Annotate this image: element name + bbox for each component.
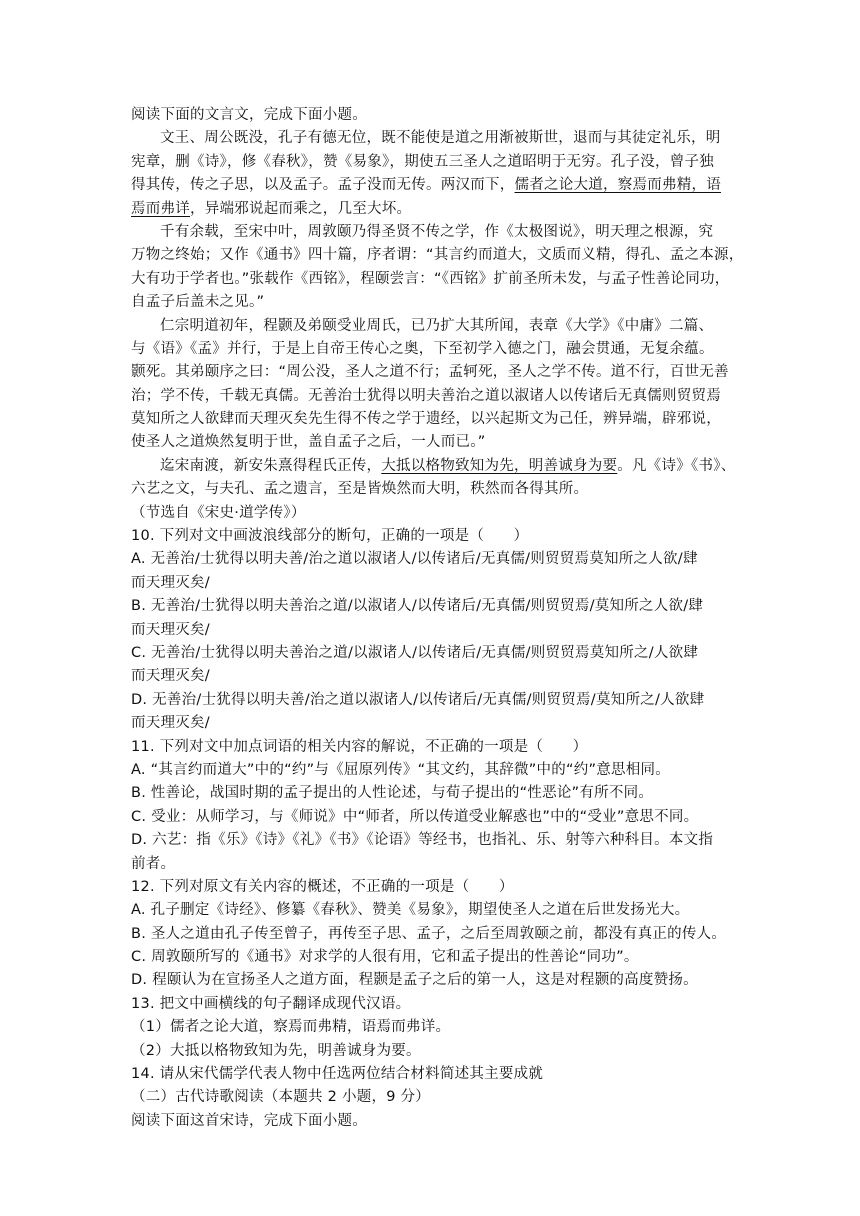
option-d: D. 程颐认为在宣扬圣人之道方面，程颢是孟子之后的第一人，这是对程颢的高度赞扬。 bbox=[131, 972, 698, 989]
option-c: C. 周敦颐所写的《通书》对求学的人很有用，它和孟子提出的性善论“同功”。 bbox=[131, 949, 639, 966]
passage-paragraph-4: 迄宋南渡，新安朱熹得程氏正传，大抵以格物致知为先，明善诚身为要。凡《诗》《书》、 六艺之文，与夫孔、孟之遗言，至是皆焕然而大明，秩然而各得其所。 bbox=[131, 457, 736, 498]
passage-paragraph-1: 文王、周公既没，孔子有德无位，既不能使是道之用渐被斯世，退而与其徒定礼乐，明 宪章，删《诗》，修《春秋》，赞《易象》，期使五三圣人之道昭明于无穷。孔子没，曾子独 得其传，传之子思，以及孟子。孟子没而无传。两汉而下，儒者之论大道，察焉而弗精，语 焉而弗详，异端邪说起而乘之，几至大坏。 bbox=[131, 130, 721, 217]
option-b: B. 圣人之道由孔子传至曾子，再传至子思、孟子，之后至周敦颐之前，都没有真正的传人。 bbox=[131, 925, 727, 942]
option-d: D. 无善治/士犹得以明夫善/治之道以淑诸人/以传诸后/无真儒/则贸贸焉/莫知所之/人欲肆 bbox=[131, 691, 705, 708]
option-c: C. 受业：从师学习，与《师说》中“师者，所以传道受业解惑也”中的“受业”意思不同。 bbox=[131, 808, 699, 825]
question-stem: 12. 下列对原文有关内容的概述，不正确的一项是（ ） bbox=[131, 878, 514, 895]
option-a: A. 孔子删定《诗经》、修纂《春秋》、赞美《易象》，期望使圣人之道在后世发扬光大。 bbox=[131, 902, 690, 919]
question-12 bbox=[131, 876, 731, 993]
option-b: B. 无善治/士犹得以明夫善治之道/以淑诸人/以传诸后/无真儒/则贸贸焉/莫知所之人欲/肆 bbox=[131, 598, 704, 615]
underlined-sentence-1a: 儒者之论大道，察焉而弗精，语 bbox=[514, 177, 721, 194]
option-a: A. “其言约而道大”中的“约”与《屈原列传》“其文约，其辞微”中的“约”意思相同。 bbox=[131, 761, 670, 778]
underlined-sentence-2: 大抵以格物致知为先，明善诚身为要 bbox=[381, 457, 618, 474]
option-b: B. 性善论，战国时期的孟子提出的人性论述，与荀子提出的“性恶论”有所不同。 bbox=[131, 785, 654, 802]
reading-instruction-2: 阅读下面这首宋诗，完成下面小题。 bbox=[131, 1112, 367, 1129]
question-10: 10. 下列对文中画波浪线部分的断句，正确的一项是（ ） A. 无善治/士犹得以明夫善/治之道以淑诸人/以传诸后/无真儒/则贸贸焉莫知所之人欲/肆 而天理灭矣/ B. 无善治/士犹得以明夫善治之道/以淑诸人/以传诸后/无真儒/则贸贸焉/莫知所之人欲/肆 而天理灭矣/ C. 无善治/士犹得以明夫善治之道/以淑诸人/以传诸后/无真儒/则贸贸焉莫知所之/人欲肆 而天理灭矣/ D. 无善治/士犹得以明夫善/治之道以淑诸人/以传诸后/无真儒/则贸贸焉/莫知所之/人欲肆 而天理灭矣/ bbox=[131, 525, 731, 736]
option-d: D. 六艺：指《乐》《诗》《礼》《书》《论语》等经书，也指礼、乐、射等六种科目。本文指 bbox=[131, 832, 714, 849]
question-stem: 10. 下列对文中画波浪线部分的断句，正确的一项是（ ） bbox=[131, 528, 529, 545]
question-stem: 14. 请从宋代儒学代表人物中任选两位结合材料简述其主要成就 bbox=[131, 1066, 544, 1083]
passage-source: （节选自《宋史·道学传》） bbox=[131, 504, 306, 521]
translation-item-2: （2）大抵以格物致知为先，明善诚身为要。 bbox=[131, 1042, 421, 1059]
question-stem: 11. 下列对文中加点词语的相关内容的解说，不正确的一项是（ ） bbox=[131, 738, 588, 755]
question-14 bbox=[131, 1063, 731, 1086]
question-11: 11. 下列对文中加点词语的相关内容的解说，不正确的一项是（ ） A. “其言约而道大”中的“约”与《屈原列传》“其文约，其辞微”中的“约”意思相同。 B. 性善论，战国时期的孟子提出的人性论述，与荀子提出的“性恶论”有所不同。 C. 受业：从师学习，与《师说》中“师者，所以传道受业解惑也”中的“受业”意思不同。 D. 六艺：指《乐》《诗》《礼》《书》《论语》等经书，也指礼、乐、射等六种科目。本文指 前者。 bbox=[131, 736, 731, 876]
question-stem: 13. 把文中画横线的句子翻译成现代汉语。 bbox=[131, 995, 411, 1012]
translation-item-1: （1）儒者之论大道，察焉而弗精，语焉而弗详。 bbox=[131, 1019, 451, 1036]
passage-paragraph-2: 千有余载，至宋中叶，周敦颐乃得圣贤不传之学，作《太极图说》，明天理之根源，究 万物之终始；又作《通书》四十篇，序者谓：“其言约而道大，文质而义精，得孔、孟之本源， 大有功于学者也。”张载作《西铭》，程颐尝言：“《西铭》扩前圣所未发，与孟子性善论同功， 自孟子后盖未之见。” bbox=[131, 223, 744, 311]
passage-paragraph-3: 仁宗明道初年，程颢及弟颐受业周氏，已乃扩大其所闻，表章《大学》《中庸》二篇、 与《语》《孟》并行，于是上自帝王传心之奥，下至初学入德之门，融会贯通，无复余蕴。 颢死。其弟颐序之曰：“周公没，圣人之道不行；孟轲死，圣人之学不传。道不行，百世无善 治；学不传，千载无真儒。无善治士犹得以明夫善治之道以淑诸人以传诸后无真儒则贸贸焉 莫知所之人欲肆而天理灭矣先生得不传之学于遗经，以兴起斯文为己任，辨异端，辟邪说， 使圣人之道焕然复明于世，盖自孟子之后，一人而已。” bbox=[131, 317, 729, 451]
option-a: A. 无善治/士犹得以明夫善/治之道以淑诸人/以传诸后/无真儒/则贸贸焉莫知所之人欲/肆 bbox=[131, 551, 698, 568]
option-c: C. 无善治/士犹得以明夫善治之道/以淑诸人/以传诸后/无真儒/则贸贸焉莫知所之/人欲肆 bbox=[131, 644, 699, 661]
reading-instruction: 阅读下面的文言文，完成下面小题。 bbox=[131, 107, 367, 123]
underlined-sentence-1b: 焉而弗详 bbox=[131, 200, 190, 217]
question-13 bbox=[131, 993, 731, 1063]
section-heading: （二）古代诗歌阅读（本题共 2 小题，9 分） bbox=[131, 1089, 431, 1106]
document-page bbox=[131, 104, 744, 1133]
